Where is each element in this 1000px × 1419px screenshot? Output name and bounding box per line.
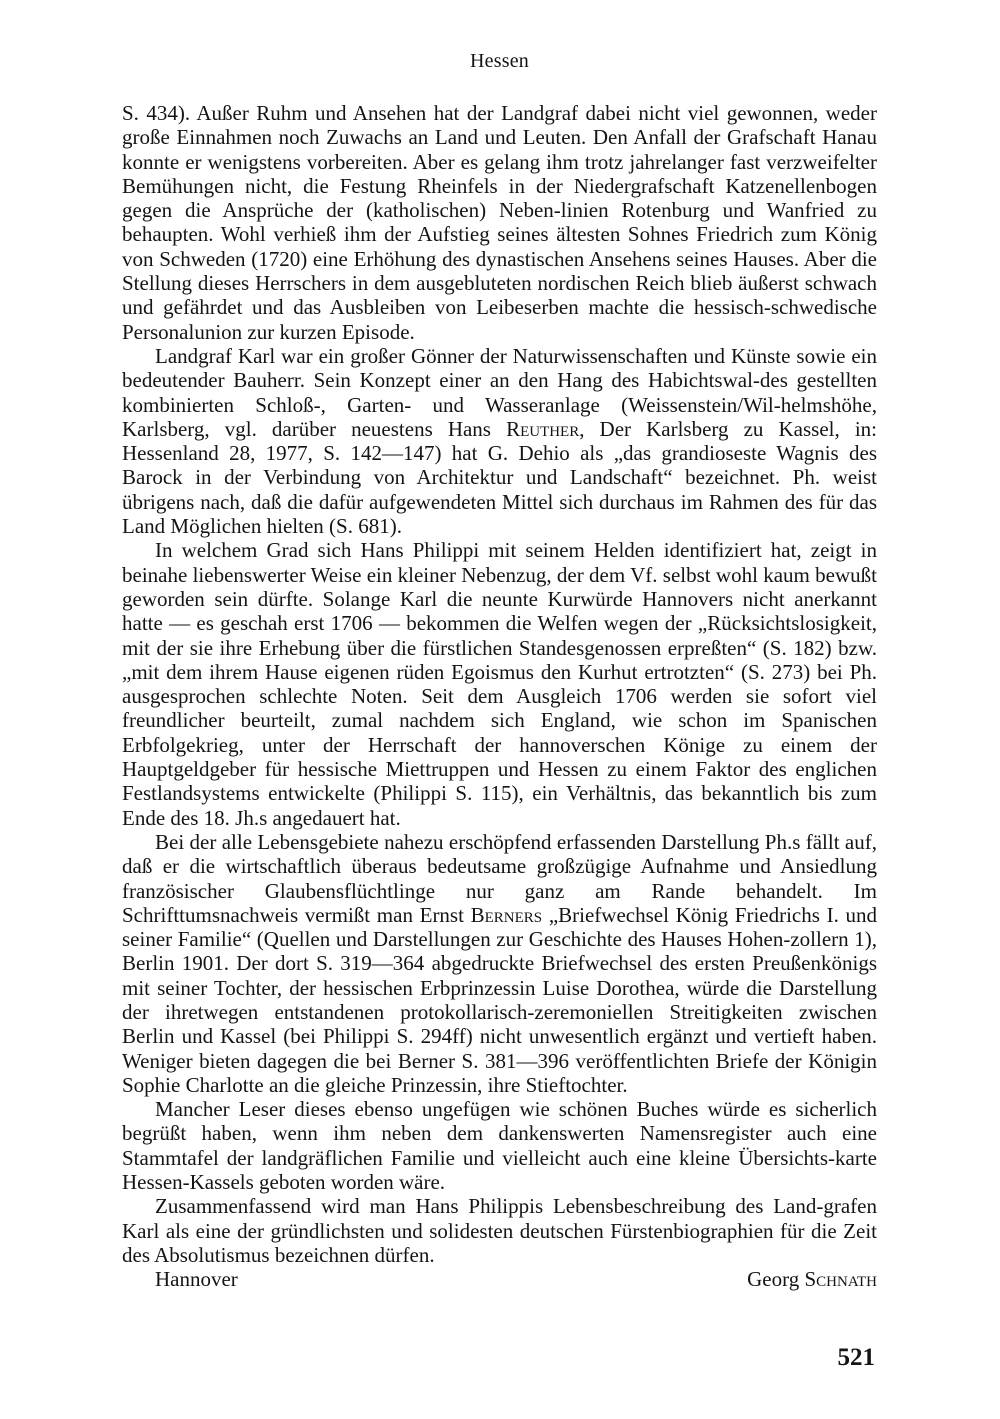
paragraph-3: In welchem Grad sich Hans Philippi mit seinem Helden identifiziert hat, zeigt in beinahe liebenswerter Weise ein kleiner Nebenzug, der dem Vf. selbst wohl kaum bewußt geworden sein dürfte. Solange Karl die neunte Kurwürde Hannovers nicht anerkannt hatte — es geschah erst 1706 — bekommen die Welfen wegen der „Rücksichtslosigkeit, mit der sie ihre Erhebung über die fürstlichen Standesgenossen erpreßten“ (S. 182) bzw. „mit dem ihrem Hause eigenen rüden Egoismus den Kurhut ertrotzten“ (S. 273) bei Ph. ausgesprochen schlechte Noten. Seit dem Ausgleich 1706 werden sie sofort viel freundlicher beurteilt, zumal nachdem sich England, wie schon im Spanischen Erbfolgekrieg, unter der Herrschaft der hannoverschen Könige zu einem der Hauptgeldgeber für hessische Miettruppen und Hessen zu einem Faktor des englichen Festlandsystems entwickelte (Philippi S. 115), ein Verhältnis, das bekanntlich bis zum Ende des 18. Jh.s angedauert hat. <box>122 538 877 830</box>
paragraph-6: Zusammenfassend wird man Hans Philippis Lebensbeschreibung des Land-grafen Karl als eine der gründlichsten und solidesten deutschen Fürstenbiographien für die Zeit des Absolutismus bezeichnen dürfen. <box>122 1194 877 1267</box>
paragraph-2 <box>122 344 877 538</box>
paragraph-4-text-b: „Briefwechsel König Friedrichs I. und seiner Familie“ (Quellen und Darstellungen zur Geschichte des Hauses Hohen-zollern 1), Berlin 1901. Der dort S. 319—364 abgedruckte Briefwechsel des ersten Preußenkönigs mit seiner Tochter, der hessischen Erbprinzessin Luise Dorothea, würde die Darstellung der ihretwegen entstandenen protokollarisch-zeremoniellen Streitigkeiten zwischen Berlin und Kassel (bei Philippi S. 294ff) nicht unwesentlich ergänzt und vertieft haben. Weniger bieten dagegen die bei Berner S. 381—396 veröffentlichten Briefe der Königin Sophie Charlotte an die gleiche Prinzessin, ihre Stieftochter. <box>122 902 878 1097</box>
author-name-reuther: Reuther <box>506 416 580 441</box>
reviewer-first-name: Georg <box>747 1267 805 1292</box>
page-number: 521 <box>837 1344 875 1371</box>
paragraph-5: Mancher Leser dieses ebenso ungefügen wie schönen Buches würde es sicherlich begrüßt haben, wenn ihm neben dem dankenswerten Namensregister auch eine Stammtafel der landgräflichen Familie und vielleicht auch eine kleine Übersichts-karte Hessen-Kassels geboten worden wäre. <box>122 1097 877 1195</box>
document-page <box>122 0 877 1419</box>
signature-reviewer <box>747 1267 877 1291</box>
paragraph-4 <box>122 830 877 1097</box>
author-name-berners: Berners <box>470 902 543 927</box>
running-head: Hessen <box>470 50 529 72</box>
reviewer-last-name: Schnath <box>804 1267 877 1292</box>
paragraph-2-text-b: , Der Karlsberg zu Kassel, in: Hessenland 28, 1977, S. 142—147) hat G. Dehio als „das grandioseste Wagnis des Barock in der Verbindung von Architektur und Landschaft“ bezeichnet. Ph. weist übrigens nach, daß die dafür aufgewendeten Mittel sich durchaus im Rahmen des für das Land Möglichen hielten (S. 681). <box>122 416 877 539</box>
paragraph-4-text-a: Bei der alle Lebensgebiete nahezu erschöpfend erfassenden Darstellung Ph.s fällt auf, daß er die wirtschaftlich überaus bedeutsame großzügige Aufnahme und Ansiedlung französischer Glaubensflüchtlinge nur ganz am Rande behandelt. Im Schrifttumsnachweis vermißt man Ernst <box>122 829 877 927</box>
signature-line <box>122 1267 877 1291</box>
body-text <box>122 101 877 1292</box>
paragraph-2-text-a: Landgraf Karl war ein großer Gönner der Naturwissenschaften und Künste sowie ein bedeutender Bauherr. Sein Konzept einer an den Hang des Habichtswal-des gestellten kombinierten Schloß-, Garten- und Wasseranlage (Weissenstein/Wil-helmshöhe, Karlsberg, vgl. darüber neuestens Hans <box>122 343 877 441</box>
signature-place: Hannover <box>155 1267 238 1292</box>
paragraph-1: S. 434). Außer Ruhm und Ansehen hat der Landgraf dabei nicht viel gewonnen, weder große Einnahmen noch Zuwachs an Land und Leuten. Den Anfall der Grafschaft Hanau konnte er wenigstens vorbereiten. Aber es gelang ihm trotz jahrelanger fast verzweifelter Bemühungen nicht, die Festung Rheinfels in der Niedergrafschaft Katzenellenbogen gegen die Ansprüche der (katholischen) Neben-linien Rotenburg und Wanfried zu behaupten. Wohl verhieß ihm der Aufstieg seines ältesten Sohnes Friedrich zum König von Schweden (1720) eine Erhöhung des dynastischen Ansehens seines Hauses. Aber die Stellung dieses Herrschers in dem ausgebluteten nordischen Reich blieb äußerst schwach und gefährdet und das Ausbleiben von Leibeserben machte die hessisch-schwedische Personalunion zur kurzen Episode. <box>122 101 877 344</box>
